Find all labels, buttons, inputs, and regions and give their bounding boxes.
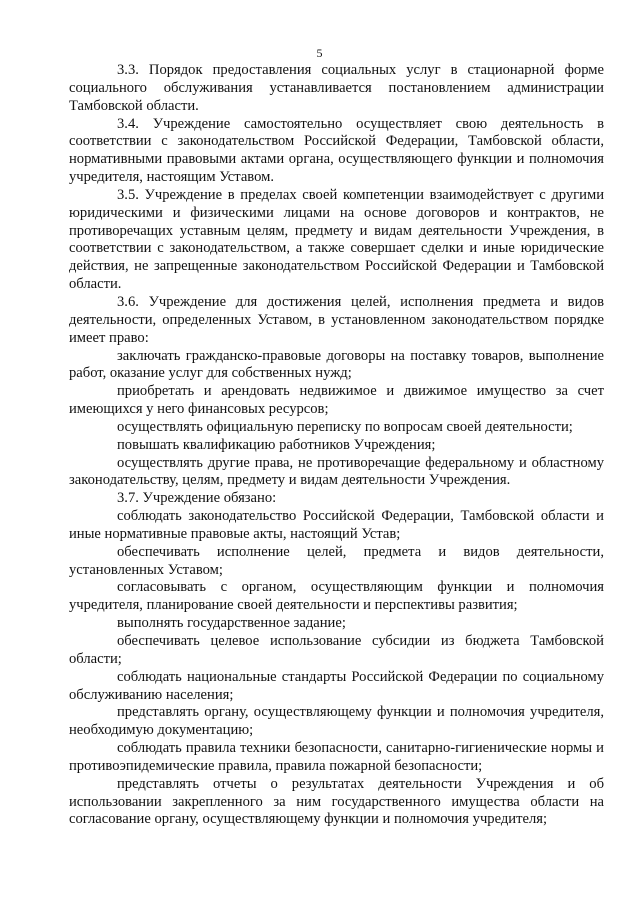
list-item-duties-1: соблюдать законодательство Российской Федерации, Тамбовской области и иные нормативные правовые акты, настоящий Устав; <box>69 508 604 542</box>
list-item-duties-6: соблюдать национальные стандарты Российской Федерации по социальному обслуживанию населения; <box>69 668 604 703</box>
paragraph-3-5: 3.5. Учреждение в пределах своей компетенции взаимодействует с другими юридическими и физическими лицами на основе договоров и контрактов, не противоречащих уставным целям, предмету и видам деятельности Учреждения, в соответствии с законодательством, а также совершает сделки и иные юридические действия, не запрещенные законодательством Российской Федерации и Тамбовской области. <box>69 186 604 293</box>
paragraph-3-7: 3.7. Учреждение обязано: <box>117 490 277 507</box>
list-item-rights-4: повышать квалификацию работников Учреждения; <box>117 436 436 453</box>
list-item-duties-7: представлять органу, осуществляющему функции и полномочия учредителя, необходимую документацию; <box>69 704 604 739</box>
paragraph-3-4: 3.4. Учреждение самостоятельно осуществляет свою деятельность в соответствии с законодательством Российской Федерации, Тамбовской области, нормативными правовыми актами органа, осуществляющего функции и полномочия учредителя, настоящим Уставом. <box>69 115 604 186</box>
document-body <box>69 62 604 829</box>
list-item-rights-1: заключать гражданско-правовые договоры на поставку товаров, выполнение работ, оказание услуг для собственных нужд; <box>69 347 604 382</box>
page-number: 5 <box>316 46 323 60</box>
list-item-duties-5: обеспечивать целевое использование субсидии из бюджета Тамбовской области; <box>69 633 604 667</box>
list-item-rights-5: осуществлять другие права, не противоречащие федеральному и областному законодательству, целям, предмету и видам деятельности Учреждения. <box>69 454 604 489</box>
list-item-duties-2: обеспечивать исполнение целей, предмета и видов деятельности, установленных Уставом; <box>69 543 604 578</box>
paragraph-3-3: 3.3. Порядок предоставления социальных услуг в стационарной форме социального обслуживания устанавливается постановлением администрации Тамбовской области. <box>69 62 604 114</box>
list-item-duties-4: выполнять государственное задание; <box>117 615 346 632</box>
list-item-duties-9: представлять отчеты о результатах деятельности Учреждения и об использовании закрепленного за ним государственного имущества области на согласование органу, осуществляющему функции и полномочия учредителя; <box>69 775 604 828</box>
list-item-rights-3: осуществлять официальную переписку по вопросам своей деятельности; <box>117 418 573 435</box>
list-item-rights-2: приобретать и арендовать недвижимое и движимое имущество за счет имеющихся у него финансовых ресурсов; <box>69 383 604 418</box>
list-item-duties-8: соблюдать правила техники безопасности, санитарно-гигиенические нормы и противоэпидемические правила, правила пожарной безопасности; <box>69 740 604 774</box>
paragraph-3-6: 3.6. Учреждение для достижения целей, исполнения предмета и видов деятельности, определенных Уставом, в установленном законодательством порядке имеет право: <box>69 293 604 346</box>
list-item-duties-3: согласовывать с органом, осуществляющим функции и полномочия учредителя, планирование своей деятельности и перспективы развития; <box>69 579 604 614</box>
